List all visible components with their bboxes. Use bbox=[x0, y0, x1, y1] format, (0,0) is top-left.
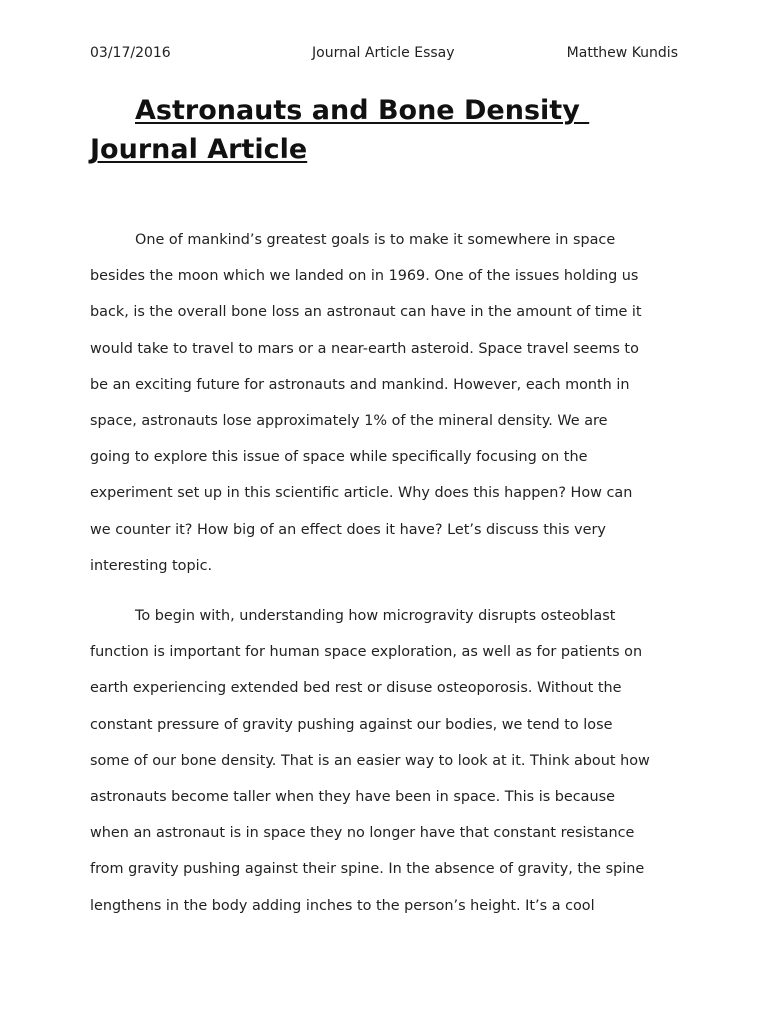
header-date: 03/17/2016 bbox=[90, 45, 171, 61]
paragraph-line: lengthens in the body adding inches to the person’s height. It’s a cool bbox=[90, 897, 595, 914]
page-header bbox=[90, 45, 678, 65]
header-doc-type: Journal Article Essay bbox=[312, 45, 455, 61]
paragraph-line: constant pressure of gravity pushing against our bodies, we tend to lose bbox=[90, 716, 613, 733]
body-paragraph bbox=[90, 606, 690, 932]
paragraph-line: when an astronaut is in space they no longer have that constant resistance bbox=[90, 825, 635, 842]
paragraph-line: interesting topic. bbox=[90, 557, 213, 574]
paragraph-line: function is important for human space exploration, as well as for patients on bbox=[90, 644, 643, 661]
header-author: Matthew Kundis bbox=[566, 45, 678, 61]
paragraph-line: from gravity pushing against their spine. In the absence of gravity, the spine bbox=[90, 861, 645, 878]
paragraph-line: One of mankind’s greatest goals is to make it somewhere in space bbox=[135, 232, 616, 248]
paragraph-line: experiment set up in this scientific article. Why does this happen? How can bbox=[90, 485, 633, 502]
paragraph-line: besides the moon which we landed on in 1969. One of the issues holding us bbox=[90, 268, 639, 285]
paragraph-line: To begin with, understanding how microgravity disrupts osteoblast bbox=[135, 608, 616, 624]
paragraph-line: be an exciting future for astronauts and mankind. However, each month in bbox=[90, 376, 630, 393]
title-line-1: Astronauts and Bone Density bbox=[135, 95, 590, 126]
body-paragraph bbox=[90, 230, 690, 592]
paragraph-line: astronauts become taller when they have been in space. This is because bbox=[90, 788, 615, 805]
title-line-2: Journal Article bbox=[90, 134, 308, 165]
paragraph-line: back, is the overall bone loss an astronaut can have in the amount of time it bbox=[90, 304, 642, 321]
paragraph-line: going to explore this issue of space while specifically focusing on the bbox=[90, 449, 588, 466]
paragraph-line: space, astronauts lose approximately 1% of the mineral density. We are bbox=[90, 412, 608, 429]
paragraph-line: some of our bone density. That is an easier way to look at it. Think about how bbox=[90, 752, 650, 769]
document-title bbox=[90, 91, 690, 169]
paragraph-line: would take to travel to mars or a near-earth asteroid. Space travel seems to bbox=[90, 340, 639, 357]
paragraph-line: we counter it? How big of an effect does it have? Let’s discuss this very bbox=[90, 521, 606, 538]
paragraph-line: earth experiencing extended bed rest or disuse osteoporosis. Without the bbox=[90, 680, 622, 697]
